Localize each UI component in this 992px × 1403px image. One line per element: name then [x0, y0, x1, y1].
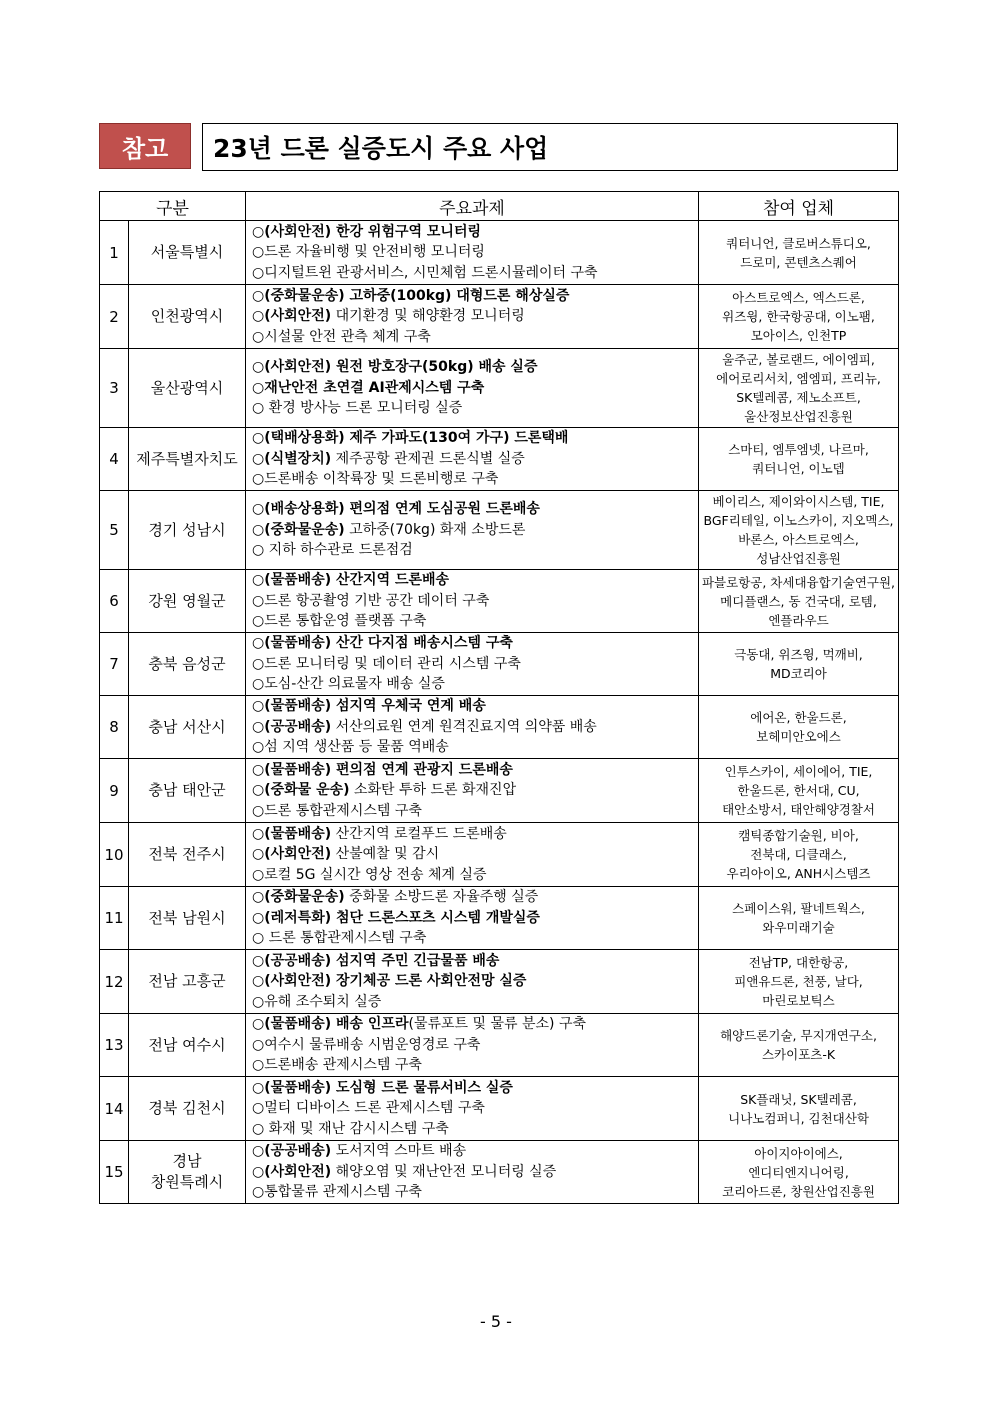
task-text: ○드론 통합운영 플랫폼 구축 [252, 613, 427, 630]
region-cell [129, 570, 246, 633]
region-name: 경남 [172, 1152, 202, 1170]
tasks-cell [246, 1014, 699, 1077]
company-line: 성남산업진흥원 [756, 551, 841, 566]
row-number: 10 [100, 823, 129, 887]
companies-cell [699, 759, 899, 823]
task-text: ○디지털트윈 관광서비스, 시민체험 드론시뮬레이터 구축 [252, 264, 598, 281]
tasks-cell [246, 428, 699, 491]
region-name: 전남 여수시 [148, 1035, 226, 1054]
company-line: BGF리테일, 이노스카이, 지오멕스, [703, 513, 894, 528]
table-row [100, 633, 899, 696]
company-line: 에어온, 한울드론, [750, 710, 847, 725]
row-number: 6 [100, 570, 129, 633]
task-item [252, 428, 698, 449]
table-row [100, 491, 899, 570]
company-line: 스마티, 엠투엠넷, 나르마, [728, 442, 869, 457]
region-name: 인천광역시 [150, 307, 224, 325]
company-line: 위즈윙, 한국항공대, 이노팸, [722, 309, 875, 324]
region-name: 충북 음성군 [148, 654, 226, 673]
tasks-cell [246, 570, 699, 633]
tasks-cell [246, 491, 699, 570]
company-line: 전남TP, 대한항공, [748, 955, 849, 970]
row-number: 14 [100, 1077, 129, 1141]
task-item [252, 449, 698, 470]
task-text: ○유해 조수퇴치 실증 [252, 993, 382, 1010]
row-number: 11 [100, 887, 129, 950]
table-row [100, 696, 899, 759]
companies-cell [699, 887, 899, 950]
task-item [252, 1014, 698, 1035]
task-item [252, 306, 698, 327]
company-line: 마린로보틱스 [762, 993, 835, 1008]
table-row [100, 428, 899, 491]
task-item [252, 824, 698, 845]
row-number: 3 [100, 349, 129, 428]
task-item [252, 696, 698, 717]
task-text: ○ 지하 하수관로 드론점검 [252, 542, 413, 559]
region-name: 서울특별시 [150, 243, 224, 261]
tasks-cell [246, 349, 699, 428]
title-section [99, 123, 898, 171]
task-bold-text: ○(중화물운송) [252, 889, 345, 906]
company-line: 에어로리서치, 엠엠피, 프리뉴, [716, 371, 881, 386]
task-item [252, 1141, 698, 1162]
table-row [100, 1141, 899, 1204]
company-line: MD코리아 [770, 666, 827, 681]
company-line: 쿼터니언, 이노뎁 [752, 461, 845, 476]
row-number: 8 [100, 696, 129, 759]
task-text: 서산의료원 연계 원격진료지역 의약품 배송 [331, 718, 597, 735]
table-header-row [100, 192, 899, 221]
company-line: 한울드론, 한서대, CU, [737, 783, 860, 798]
companies-cell [699, 349, 899, 428]
task-item [252, 327, 698, 348]
company-line: 바론스, 아스트로엑스, [738, 532, 859, 547]
tasks-cell [246, 633, 699, 696]
task-item [252, 971, 698, 992]
task-bold-text: ○(레저특화) 첨단 드론스포츠 시스템 개발실증 [252, 909, 540, 926]
task-bold-text: ○(사회안전) 원전 방호장구(50kg) 배송 실증 [252, 359, 538, 376]
company-line: 코리아드론, 창원산업진흥원 [722, 1183, 875, 1199]
tasks-cell [246, 887, 699, 950]
task-item [252, 887, 698, 908]
task-text: ○통합물류 관제시스템 구축 [252, 1184, 422, 1201]
task-item [252, 633, 698, 654]
row-number: 13 [100, 1014, 129, 1077]
region-name: 경북 김천시 [148, 1099, 226, 1117]
task-item [252, 654, 698, 675]
task-item [252, 263, 698, 284]
task-item [252, 737, 698, 758]
task-item [252, 540, 698, 561]
task-item [252, 928, 698, 949]
table-row [100, 349, 899, 428]
task-text: 고하중(70kg) 화재 소방드론 [344, 521, 526, 538]
table-row [100, 887, 899, 950]
company-line: 인투스카이, 세이에어, TIE, [724, 764, 873, 779]
company-line: 모아이스, 인천TP [750, 328, 847, 343]
companies-cell [699, 1141, 899, 1204]
task-text: ○멀티 디바이스 드론 관제시스템 구축 [252, 1100, 485, 1117]
companies-cell [699, 696, 899, 759]
task-bold-text: ○(배송상용화) 편의점 연계 도심공원 드론배송 [252, 501, 540, 518]
region-name: 충남 태안군 [148, 781, 226, 799]
company-line: 피앤유드론, 천풍, 날다, [734, 974, 863, 989]
region-name: 경기 성남시 [148, 520, 226, 539]
projects-table [99, 191, 899, 1204]
task-bold-text: ○재난안전 초연결 AI관제시스템 구축 [252, 379, 485, 396]
company-line: 해양드론기술, 무지개연구소, [720, 1028, 877, 1043]
task-bold-text: ○(중화물운송) 고하중(100kg) 대형드론 해상실증 [252, 287, 570, 304]
region-cell [129, 1077, 246, 1141]
company-line: 캠틱종합기술원, 비아, [738, 828, 859, 843]
company-line: 파블로항공, 차세대융합기술연구원, [701, 574, 896, 590]
header-category: 구분 [100, 192, 246, 221]
table-row [100, 221, 899, 285]
task-bold-text: ○(사회안전) [252, 846, 332, 863]
row-number: 1 [100, 221, 129, 285]
task-bold-text: ○(사회안전) [252, 1163, 332, 1180]
companies-cell [699, 221, 899, 285]
region-cell [129, 285, 246, 349]
companies-cell [699, 950, 899, 1014]
task-item [252, 1035, 698, 1056]
row-number: 15 [100, 1141, 129, 1204]
task-item [252, 222, 698, 243]
task-item [252, 674, 698, 695]
region-name: 창원특례시 [150, 1173, 224, 1191]
task-text: ○도심-산간 의료물자 배송 실증 [252, 676, 445, 693]
task-text: ○ 드론 통합관제시스템 구축 [252, 930, 427, 947]
region-cell [129, 491, 246, 570]
table-row [100, 285, 899, 349]
task-text: 산간지역 로컬푸드 드론배송 [331, 825, 507, 842]
region-name: 강원 영월군 [148, 591, 226, 610]
table-row [100, 1077, 899, 1141]
region-cell [129, 221, 246, 285]
companies-cell [699, 570, 899, 633]
task-item [252, 611, 698, 632]
table-row [100, 823, 899, 887]
company-line: 베이리스, 제이와이시스템, TIE, [712, 494, 885, 509]
task-text: ○드론 항공촬영 기반 공간 데이터 구축 [252, 592, 490, 609]
task-item [252, 865, 698, 886]
row-number: 4 [100, 428, 129, 491]
tasks-cell [246, 1077, 699, 1141]
row-number: 5 [100, 491, 129, 570]
task-bold-text: ○(물품배송) 산간 다지점 배송시스템 구축 [252, 635, 513, 652]
task-item [252, 1182, 698, 1203]
task-item [252, 378, 698, 399]
company-line: 쿼터니언, 클로버스튜디오, [726, 235, 871, 251]
tasks-cell [246, 696, 699, 759]
task-text: ○로컬 5G 실시간 영상 전송 체계 실증 [252, 866, 487, 883]
task-bold-text: ○(사회안전) 장기체공 드론 사회안전망 실증 [252, 973, 527, 990]
company-line: 와우미래기술 [762, 920, 835, 935]
company-line: 극동대, 위즈윙, 먹깨비, [734, 647, 863, 662]
table-row [100, 950, 899, 1014]
company-line: 우리아이오, ANH시스템즈 [726, 866, 871, 881]
task-text: 도서지역 스마트 배송 [331, 1143, 467, 1160]
task-bold-text: ○(식별장치) [252, 450, 332, 467]
task-text: 대기환경 및 해양환경 모니터링 [331, 308, 525, 325]
task-bold-text: ○(물품배송) 도심형 드론 물류서비스 실증 [252, 1079, 513, 1096]
companies-cell [699, 1014, 899, 1077]
header-tasks: 주요과제 [246, 192, 699, 221]
task-item [252, 591, 698, 612]
task-bold-text: ○(중화물운송) [252, 521, 345, 538]
tasks-cell [246, 823, 699, 887]
tasks-cell [246, 221, 699, 285]
region-cell [129, 1014, 246, 1077]
task-bold-text: ○(택배상용화) 제주 가파도(130여 가구) 드론택배 [252, 430, 569, 447]
company-line: 전북대, 디클래스, [750, 847, 847, 862]
company-line: 울산정보산업진흥원 [744, 409, 853, 424]
row-number: 9 [100, 759, 129, 823]
task-bold-text: ○(공공배송) [252, 718, 332, 735]
task-text: ○ 환경 방사능 드론 모니터링 실증 [252, 400, 463, 417]
region-cell [129, 887, 246, 950]
task-item [252, 520, 698, 541]
company-line: 아이지아이에스, [754, 1145, 843, 1161]
row-number: 12 [100, 950, 129, 1014]
page-number: - 5 - [480, 1312, 512, 1331]
task-bold-text: ○(물품배송) [252, 825, 332, 842]
company-line: 엔디티엔지니어링, [748, 1164, 849, 1180]
task-item [252, 242, 698, 263]
task-bold-text: ○(물품배송) 편의점 연계 관광지 드론배송 [252, 761, 513, 778]
tasks-cell [246, 950, 699, 1014]
task-text: 해양오염 및 재난안전 모니터링 실증 [331, 1163, 557, 1180]
companies-cell [699, 823, 899, 887]
task-bold-text: ○(물품배송) 산간지역 드론배송 [252, 572, 450, 589]
task-item [252, 844, 698, 865]
task-item [252, 992, 698, 1013]
task-text: ○드론배송 관제시스템 구축 [252, 1057, 422, 1074]
task-text: 중화물 소방드론 자율주행 실증 [344, 889, 539, 906]
company-line: 스페이스워, 팔네트웍스, [732, 901, 865, 916]
task-bold-text: ○(사회안전) [252, 308, 332, 325]
region-cell [129, 1141, 246, 1204]
task-text: ○섬 지역 생산품 등 물품 역배송 [252, 739, 449, 756]
companies-cell [699, 491, 899, 570]
task-bold-text: ○(물품배송) 배송 인프라 [252, 1016, 409, 1033]
task-text: ○시설물 안전 관측 체계 구축 [252, 328, 431, 345]
task-item [252, 1119, 698, 1140]
table-row [100, 1014, 899, 1077]
task-item [252, 1162, 698, 1183]
task-item [252, 908, 698, 929]
row-number: 7 [100, 633, 129, 696]
task-text: 산불예찰 및 감시 [331, 846, 440, 863]
companies-cell [699, 428, 899, 491]
task-text: ○드론 모니터링 및 데이터 관리 시스템 구축 [252, 655, 521, 672]
company-line: SK텔레콤, 제노소프트, [736, 390, 861, 405]
region-name: 제주특별자치도 [136, 449, 238, 468]
task-text: (물류포트 및 물류 분소) 구축 [408, 1016, 586, 1033]
task-bold-text: ○(공공배송) 섬지역 주민 긴급물품 배송 [252, 952, 500, 969]
region-cell [129, 633, 246, 696]
tasks-cell [246, 285, 699, 349]
tasks-cell [246, 1141, 699, 1204]
task-item [252, 760, 698, 781]
company-line: 보헤미안오에스 [756, 729, 841, 744]
row-number: 2 [100, 285, 129, 349]
page-title: 23년 드론 실증도시 주요 사업 [202, 123, 898, 171]
companies-cell [699, 633, 899, 696]
region-cell [129, 950, 246, 1014]
company-line: 스카이포츠-K [761, 1047, 836, 1062]
company-line: SK플래닛, SK텔레콤, [740, 1091, 857, 1107]
task-item [252, 717, 698, 738]
task-item [252, 801, 698, 822]
task-text: ○여수시 물류배송 시범운영경로 구축 [252, 1036, 481, 1053]
reference-badge: 참고 [99, 123, 191, 169]
companies-cell [699, 1077, 899, 1141]
region-name: 전북 전주시 [148, 845, 226, 863]
company-line: 니나노컴퍼니, 김천대산학 [728, 1110, 869, 1126]
task-item [252, 398, 698, 419]
task-bold-text: ○(물품배송) 섬지역 우체국 연계 배송 [252, 698, 486, 715]
region-name: 전북 남원시 [148, 908, 226, 927]
task-item [252, 780, 698, 801]
task-item [252, 1098, 698, 1119]
region-cell [129, 696, 246, 759]
company-line: 태안소방서, 태안해양경찰서 [722, 802, 875, 817]
task-item [252, 357, 698, 378]
header-companies: 참여 업체 [699, 192, 899, 221]
task-text: ○ 화재 및 재난 감시시스템 구축 [252, 1120, 449, 1137]
region-name: 충남 서산시 [148, 717, 226, 736]
region-cell [129, 823, 246, 887]
task-item [252, 286, 698, 307]
task-item [252, 499, 698, 520]
region-name: 울산광역시 [150, 378, 224, 397]
region-cell [129, 759, 246, 823]
company-line: 엔플라우드 [768, 612, 829, 628]
region-cell [129, 428, 246, 491]
task-text: ○드론 통합관제시스템 구축 [252, 802, 422, 819]
table-row [100, 570, 899, 633]
task-bold-text: ○(공공배송) [252, 1143, 332, 1160]
task-text: ○드론 자율비행 및 안전비행 모니터링 [252, 244, 485, 261]
company-line: 드로미, 콘텐츠스퀘어 [740, 254, 857, 270]
task-text: 소화탄 투하 드론 화재진압 [349, 782, 517, 799]
companies-cell [699, 285, 899, 349]
task-item [252, 469, 698, 490]
task-item [252, 1055, 698, 1076]
table-row [100, 759, 899, 823]
task-bold-text: ○(중화물 운송) [252, 782, 350, 799]
company-line: 울주군, 볼로랜드, 에이엠피, [722, 352, 875, 367]
region-cell [129, 349, 246, 428]
region-name: 전남 고흥군 [148, 972, 226, 990]
task-text: 제주공항 관제권 드론식별 실증 [331, 450, 525, 467]
company-line: 메디플랜스, 동 건국대, 로템, [720, 593, 877, 609]
task-item [252, 570, 698, 591]
task-item [252, 1078, 698, 1099]
task-text: ○드론배송 이착륙장 및 드론비행로 구축 [252, 471, 499, 488]
company-line: 아스트로엑스, 엑스드론, [732, 290, 865, 305]
task-item [252, 951, 698, 972]
task-bold-text: ○(사회안전) 한강 위험구역 모니터링 [252, 223, 481, 240]
tasks-cell [246, 759, 699, 823]
